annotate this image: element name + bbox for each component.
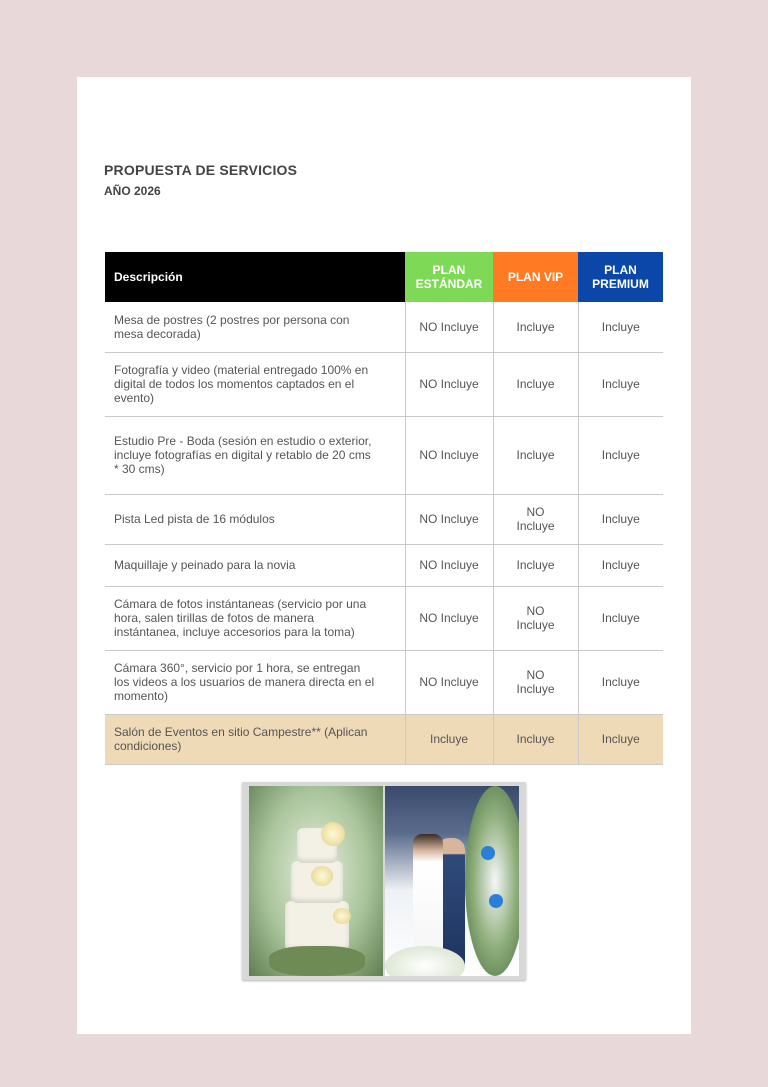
row-plan-premium: Incluye [578, 544, 663, 586]
wedding-photo-collage [242, 782, 526, 980]
table-row [105, 650, 663, 714]
row-description: Cámara 360°, servicio por 1 hora, se entregan los videos a los usuarios de manera directa en el momento) [105, 650, 405, 714]
table-row [105, 586, 663, 650]
table-row [105, 714, 663, 764]
services-table [105, 252, 663, 765]
document-title: PROPUESTA DE SERVICIOS [104, 162, 298, 178]
row-plan-vip: Incluye [493, 714, 578, 764]
row-plan-vip: Incluye [493, 544, 578, 586]
table-row [105, 416, 663, 494]
row-plan-premium: Incluye [578, 650, 663, 714]
row-plan-vip: Incluye [493, 416, 578, 494]
table-header-row [105, 252, 663, 302]
table-row [105, 352, 663, 416]
row-plan-premium: Incluye [578, 494, 663, 544]
row-plan-standard: NO Incluye [405, 494, 493, 544]
row-plan-standard: NO Incluye [405, 302, 493, 352]
bride-and-groom-photo [385, 786, 519, 976]
row-description: Salón de Eventos en sitio Campestre** (Aplican condiciones) [105, 714, 405, 764]
row-description: Mesa de postres (2 postres por persona con mesa decorada) [105, 302, 405, 352]
row-plan-standard: NO Incluye [405, 352, 493, 416]
row-description: Maquillaje y peinado para la novia [105, 544, 405, 586]
row-plan-premium: Incluye [578, 714, 663, 764]
row-plan-standard: Incluye [405, 714, 493, 764]
table-row [105, 494, 663, 544]
row-plan-standard: NO Incluye [405, 586, 493, 650]
row-plan-vip: NO Incluye [493, 494, 578, 544]
row-plan-premium: Incluye [578, 302, 663, 352]
row-plan-standard: NO Incluye [405, 416, 493, 494]
row-description: Cámara de fotos instántaneas (servicio por una hora, salen tirillas de fotos de manera instántanea, incluye accesorios para la toma) [105, 586, 405, 650]
row-plan-standard: NO Incluye [405, 650, 493, 714]
row-description: Estudio Pre - Boda (sesión en estudio o exterior, incluye fotografías en digital y retablo de 20 cms * 30 cms) [105, 416, 405, 494]
row-plan-vip: NO Incluye [493, 650, 578, 714]
header-description: Descripción [105, 252, 405, 302]
row-description: Fotografía y video (material entregado 100% en digital de todos los momentos captados en el evento) [105, 352, 405, 416]
table-row [105, 544, 663, 586]
header-plan-vip: PLAN VIP [493, 252, 578, 302]
row-plan-premium: Incluye [578, 416, 663, 494]
header-plan-standard: PLAN ESTÁNDAR [405, 252, 493, 302]
document-page [77, 77, 691, 1034]
row-plan-vip: Incluye [493, 302, 578, 352]
row-description: Pista Led pista de 16 módulos [105, 494, 405, 544]
table-row [105, 302, 663, 352]
row-plan-vip: Incluye [493, 352, 578, 416]
header-plan-premium: PLAN PREMIUM [578, 252, 663, 302]
document-subtitle: AÑO 2026 [104, 184, 161, 198]
row-plan-vip: NO Incluye [493, 586, 578, 650]
row-plan-premium: Incluye [578, 586, 663, 650]
row-plan-premium: Incluye [578, 352, 663, 416]
wedding-cake-photo [249, 786, 383, 976]
row-plan-standard: NO Incluye [405, 544, 493, 586]
